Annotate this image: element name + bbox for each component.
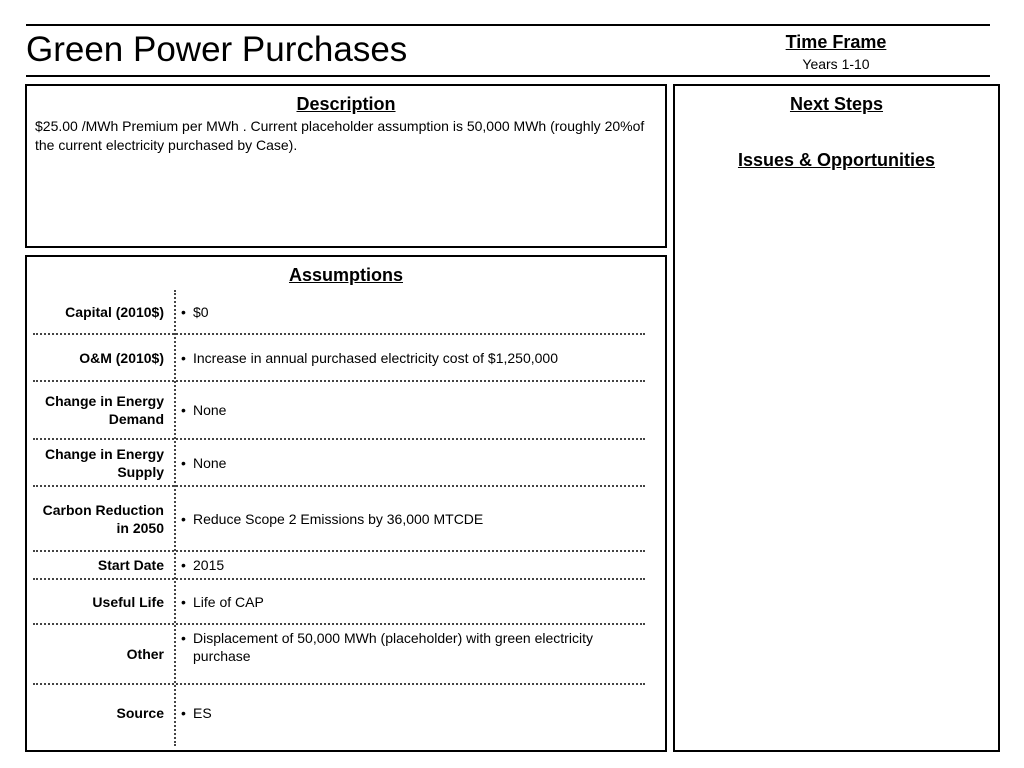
assumption-row-start-date <box>33 552 645 580</box>
assumption-value-text: ES <box>193 705 212 721</box>
assumption-value <box>181 335 645 380</box>
assumption-value-text: None <box>193 454 227 471</box>
description-heading: Description <box>296 94 396 114</box>
assumption-value-text: Life of CAP <box>193 593 264 610</box>
bullet-icon: • <box>181 454 186 471</box>
assumption-value <box>181 440 645 485</box>
assumption-row-carbon-reduction <box>33 487 645 552</box>
assumption-row-om <box>33 335 645 382</box>
page-title: Green Power Purchases <box>26 30 408 69</box>
assumption-row-capital <box>33 290 645 335</box>
assumption-label: Capital (2010$) <box>65 303 164 320</box>
time-frame-label: Time Frame <box>785 32 887 52</box>
next-steps-panel <box>673 84 1000 752</box>
top-rule <box>26 24 990 26</box>
assumption-label: Start Date <box>97 557 164 573</box>
assumption-value <box>181 290 645 333</box>
assumption-value-text: $0 <box>193 303 209 320</box>
assumption-label: Useful Life <box>92 593 164 610</box>
bullet-icon: • <box>181 630 186 646</box>
issues-opportunities-heading: Issues & Opportunities <box>737 150 936 170</box>
assumption-label: O&M (2010$) <box>79 349 164 366</box>
bullet-icon: • <box>181 402 186 418</box>
assumption-value-text: 2015 <box>193 557 225 573</box>
assumption-row-energy-supply <box>33 440 645 487</box>
assumptions-heading: Assumptions <box>288 265 403 285</box>
bullet-icon: • <box>181 510 186 527</box>
bullet-icon: • <box>181 303 186 320</box>
bullet-icon: • <box>181 349 186 366</box>
bullet-icon: • <box>181 557 186 573</box>
assumption-label: Carbon Reduction in 2050 <box>42 501 164 536</box>
assumptions-panel <box>25 255 667 752</box>
header-rule <box>26 75 990 77</box>
assumption-label: Change in Energy Demand <box>44 393 164 427</box>
bullet-icon: • <box>181 593 186 610</box>
assumption-label: Change in Energy Supply <box>44 445 164 480</box>
assumption-row-source <box>33 685 645 741</box>
assumption-row-other <box>33 625 645 685</box>
assumption-label: Other <box>126 646 164 662</box>
assumption-row-useful-life <box>33 580 645 625</box>
description-panel <box>25 84 667 248</box>
next-steps-heading: Next Steps <box>789 94 884 114</box>
assumption-value <box>181 382 645 438</box>
assumption-value-text: Displacement of 50,000 MWh (placeholder) with green electricity purchase <box>193 630 593 664</box>
description-text: $25.00 /MWh Premium per MWh . Current placeholder assumption is 50,000 MWh (roughly 20%of the current electricity purchased by Case). <box>35 118 645 153</box>
assumption-label: Source <box>116 705 164 721</box>
assumption-value-text: Reduce Scope 2 Emissions by 36,000 MTCDE <box>193 510 484 527</box>
assumption-value-text: Increase in annual purchased electricity cost of $1,250,000 <box>193 349 559 366</box>
time-frame-value: Years 1-10 <box>802 56 870 72</box>
assumption-value <box>181 580 645 623</box>
assumption-value <box>181 552 645 578</box>
assumption-value <box>181 487 645 550</box>
assumption-value <box>181 685 645 741</box>
assumption-value <box>181 625 645 683</box>
bullet-icon: • <box>181 705 186 721</box>
assumption-row-energy-demand <box>33 382 645 440</box>
assumption-value-text: None <box>193 402 227 418</box>
